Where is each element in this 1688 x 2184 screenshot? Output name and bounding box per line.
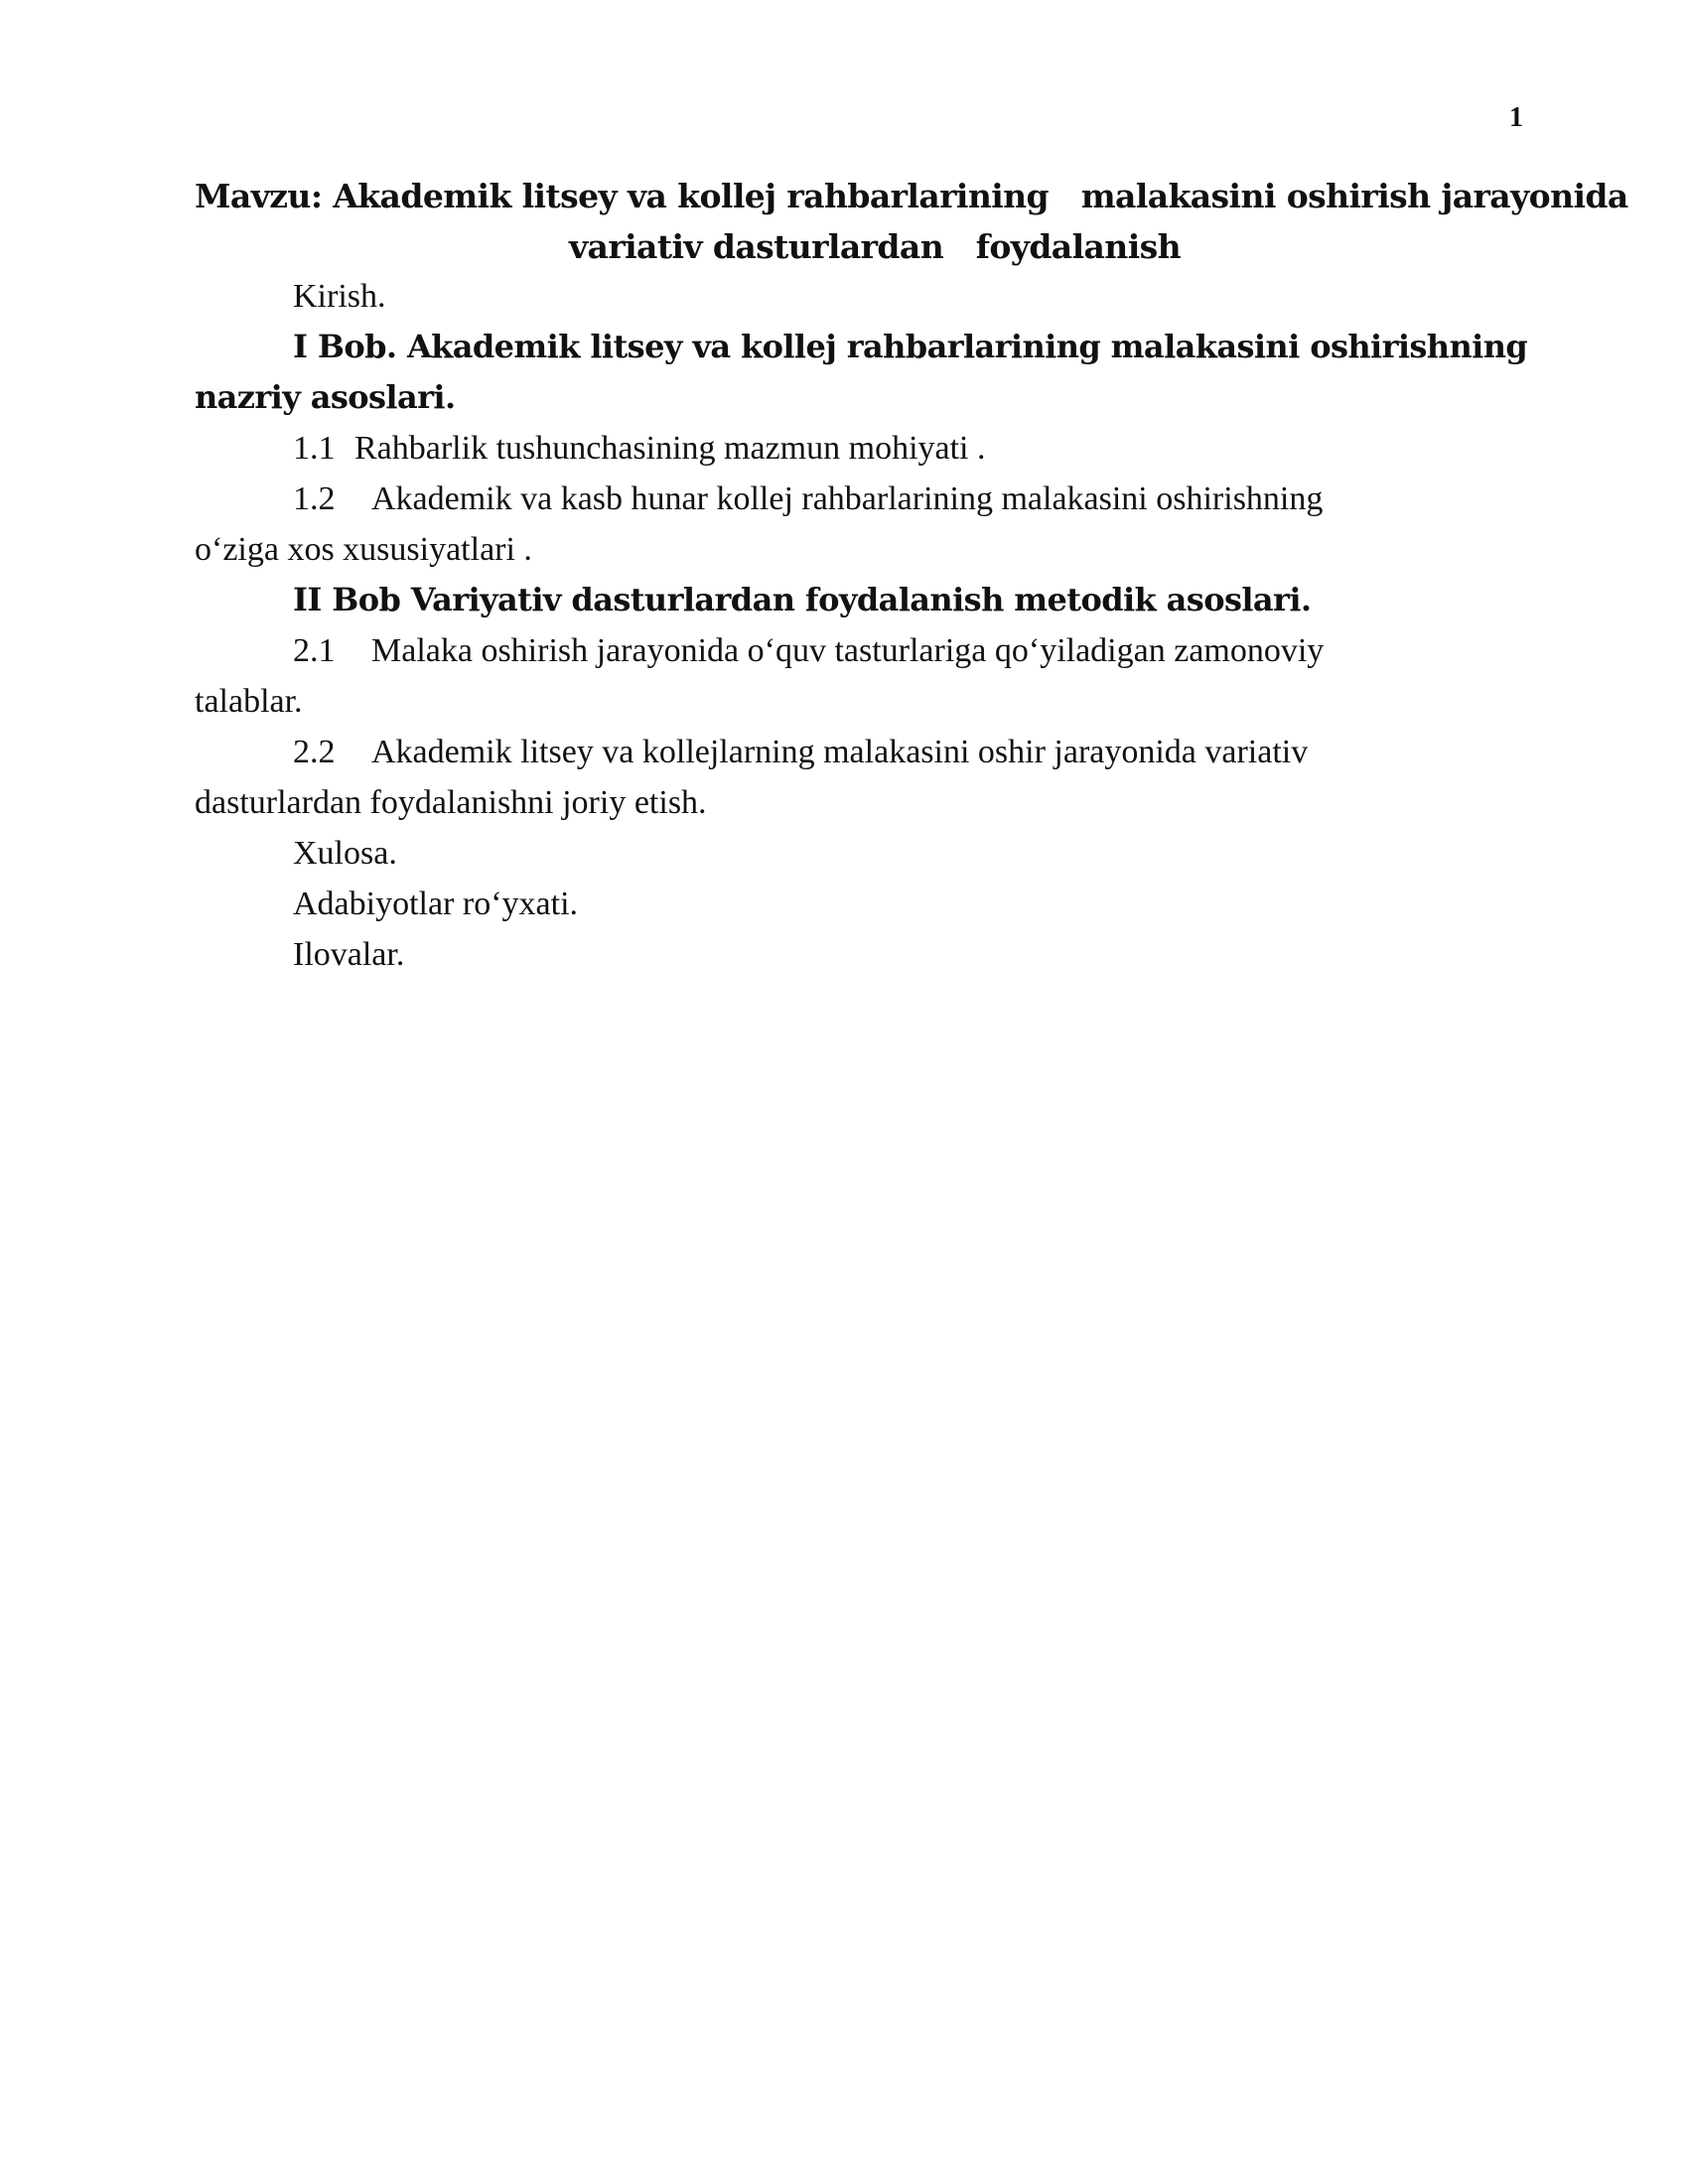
toc-section-1-2-line-1	[195, 474, 1485, 524]
toc-section-number: 2.1	[293, 632, 336, 669]
toc-section-text: Akademik litsey va kollejlarning malakasini oshir jarayonida variativ	[371, 734, 1309, 770]
title-line-2: variativ dasturlardan foydalanish	[568, 227, 1182, 266]
toc-section-2-1-line-1	[195, 625, 1485, 676]
toc-references: Adabiyotlar ro‘yxati.	[293, 886, 579, 922]
toc-chapter-2: II Bob Variyativ dasturlardan foydalanish metodik asoslari.	[293, 581, 1312, 618]
toc-section-number: 1.1	[293, 430, 336, 467]
table-of-contents	[195, 271, 1528, 980]
toc-section-2-2-line-1	[195, 727, 1485, 777]
toc-section-1-2	[195, 474, 1485, 575]
toc-conclusion: Xulosa.	[293, 835, 397, 872]
toc-section-text: Akademik va kasb hunar kollej rahbarlarining malakasini oshirishning	[371, 480, 1324, 517]
toc-chapter-1-line-1: I Bob. Akademik litsey va kollej rahbarlarining malakasini oshirishning	[293, 328, 1528, 365]
toc-section-number: 2.2	[293, 734, 336, 770]
toc-intro: Kirish.	[293, 278, 386, 315]
toc-section-1-2-line-2: o‘ziga xos xususiyatlari .	[195, 531, 532, 568]
document-title	[195, 171, 1628, 272]
toc-section-2-2	[195, 727, 1485, 828]
toc-section-text: Malaka oshirish jarayonida o‘quv tasturlariga qo‘yiladigan zamonoviy	[371, 632, 1325, 669]
toc-section-2-2-line-2: dasturlardan foydalanishni joriy etish.	[195, 784, 707, 821]
page-number: 1	[1509, 102, 1523, 133]
toc-section-1-1-line	[195, 423, 1485, 474]
toc-section-2-1-line-2: talablar.	[195, 683, 303, 720]
toc-section-1-1	[195, 423, 1485, 474]
title-line-1: Mavzu: Akademik litsey va kollej rahbarlarining malakasini oshirish jarayonida	[195, 177, 1628, 215]
toc-section-2-1	[195, 625, 1485, 727]
toc-appendices: Ilovalar.	[293, 936, 405, 973]
toc-chapter-1	[195, 322, 1528, 423]
toc-section-number: 1.2	[293, 480, 336, 517]
toc-section-text: Rahbarlik tushunchasining mazmun mohiyati .	[354, 430, 986, 467]
toc-chapter-1-line-2: nazriy asoslari.	[195, 378, 456, 416]
